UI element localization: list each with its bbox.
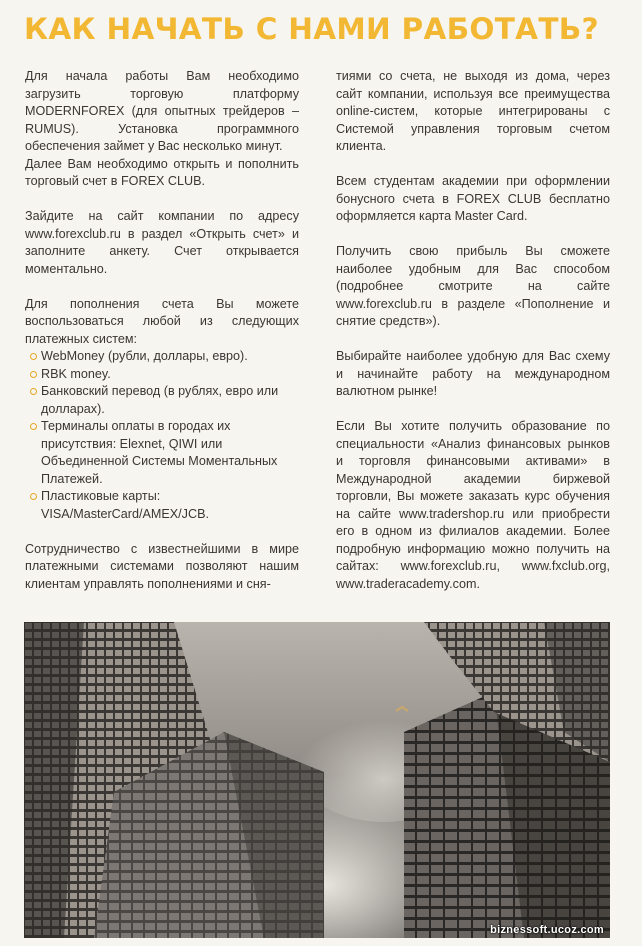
list-item: Терминалы оплаты в городах их присутствия: Elexnet, QIWI или Объединенной Системы Моментальных Платежей. (25, 418, 299, 488)
list-item: RBK money. (25, 366, 299, 384)
list-item: Пластиковые карты: VISA/MasterCard/AMEX/JCB. (25, 488, 299, 523)
choose-scheme-paragraph: Выбирайте наиболее удобную для Вас схему и начинайте работу на международном валютном рынке! (336, 349, 610, 398)
list-item: WebMoney (рубли, доллары, евро). (25, 348, 299, 366)
online-systems-paragraph: тиями со счета, не выходя из дома, через сайт компании, используя все преимущества online-систем, которые интегрированы с Системой управления торговым счетом клиента. (336, 69, 610, 153)
right-column (336, 68, 610, 611)
open-account-paragraph: Далее Вам необходимо открыть и пополнить торговый счет в FOREX CLUB. (25, 156, 299, 188)
left-column (25, 68, 299, 611)
intro-paragraph: Для начала работы Вам необходимо загрузить торговую платформу MODERNFOREX (для опытных трейдеров – RUMUS). Установка программного обеспечения займет у Вас несколько минут. (25, 69, 299, 153)
page-title: КАК НАЧАТЬ С НАМИ РАБОТАТЬ? (24, 12, 599, 46)
website-paragraph: Зайдите на сайт компании по адресу www.forexclub.ru в раздел «Открыть счет» и заполните анкету. Счет открывается моментально. (25, 209, 299, 276)
watermark-text: biznessoft.ucoz.com (490, 924, 604, 936)
mastercard-paragraph: Всем студентам академии при оформлении бонусного счета в FOREX CLUB бесплатно оформляется карта Master Card. (336, 174, 610, 223)
payment-methods-list (25, 348, 299, 523)
cooperation-paragraph: Сотрудничество с известнейшими в мире платежными системами позволяют нашим клиентам управлять пополнениями и сня- (25, 541, 299, 591)
list-item: Банковский перевод (в рублях, евро или долларах). (25, 383, 299, 418)
profit-paragraph: Получить свою прибыль Вы сможете наиболее удобным для Вас способом (подробнее смотрите на сайте www.forexclub.ru в разделе «Пополнение и снятие средств»). (336, 244, 610, 328)
payment-intro-paragraph: Для пополнения счета Вы можете воспользоваться любой из следующих платежных систем: (25, 296, 299, 346)
skyscrapers-photo (24, 622, 610, 938)
education-paragraph: Если Вы хотите получить образование по специальности «Анализ финансовых рынков и торговля финансовыми активами» в Международной академии биржевой торговли, Вы можете заказать курс обучения на сайте www.tradershop.ru или приобрести его в одном из филиалов академии. Более подробную информацию можно получить на сайтах: www.forexclub.ru, www.fxclub.org, www.traderacademy.com. (336, 419, 610, 591)
